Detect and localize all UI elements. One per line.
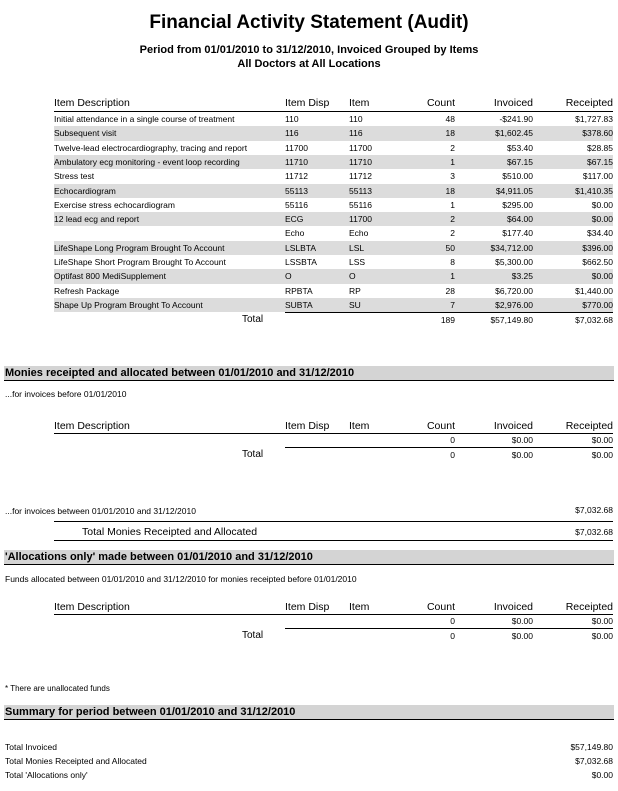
row-count: 3	[450, 171, 455, 182]
row-receipted: $28.85	[587, 142, 613, 153]
col-header-count: Count	[426, 97, 455, 109]
s2-col-header-invoiced: Invoiced	[493, 420, 533, 432]
row-invoiced: $5,300.00	[495, 257, 533, 267]
row-item-disp: SUBTA	[285, 299, 313, 310]
col-header-item: Item	[349, 97, 370, 109]
row-count: 1	[450, 156, 455, 167]
col-header-item-disp: Item Disp	[285, 97, 330, 109]
summary-line-label: Total Invoiced	[5, 742, 57, 752]
section-rule-monies	[4, 380, 614, 381]
row-receipted: $67.15	[587, 156, 613, 167]
s3-col-header-count: Count	[426, 601, 455, 613]
s3-total-invoiced: $0.00	[511, 631, 533, 641]
s3-col-header-item: Item	[349, 601, 370, 613]
col-header-item-description: Item Description	[54, 97, 130, 109]
s3-total-receipted: $0.00	[591, 631, 613, 641]
section-title-allocations: 'Allocations only' made between 01/01/2010 and 31/12/2010	[5, 551, 313, 563]
row-invoiced: $2,976.00	[495, 299, 533, 310]
row-invoiced: $53.40	[507, 142, 533, 153]
row-count: 7	[450, 299, 455, 310]
row-description: Subsequent visit	[54, 128, 117, 139]
s2-col-header-receipted: Receipted	[565, 420, 613, 432]
row-receipted: $0.00	[591, 199, 613, 210]
row-item: 116	[349, 128, 363, 139]
s3-row-count: 0	[450, 616, 455, 626]
row-invoiced: $295.00	[502, 199, 533, 210]
row-item: 55116	[349, 199, 373, 210]
s2-row-count: 0	[450, 435, 455, 445]
row-receipted: $1,440.00	[575, 285, 613, 296]
row-item: LSL	[349, 242, 365, 253]
s2-total-receipted: $0.00	[591, 450, 613, 460]
row-item-disp: 11700	[285, 142, 309, 153]
row-description: LifeShape Short Program Brought To Account	[54, 257, 226, 267]
row-item-disp: Echo	[285, 228, 305, 239]
grand-bottom-rule	[54, 540, 613, 541]
row-item: Echo	[349, 228, 369, 239]
s3-col-header-item-description: Item Description	[54, 601, 130, 613]
row-item-disp: 116	[285, 128, 299, 139]
row-count: 50	[445, 242, 455, 253]
row-receipted: $117.00	[582, 171, 613, 182]
row-invoiced: $67.15	[507, 156, 533, 167]
row-item-disp: 11710	[285, 156, 309, 167]
row-invoiced: $510.00	[502, 171, 533, 182]
row-invoiced: $6,720.00	[495, 285, 533, 296]
row-invoiced: $64.00	[507, 214, 533, 225]
row-receipted: $0.00	[591, 214, 613, 225]
row-invoiced: $177.40	[502, 228, 533, 239]
row-description: Echocardiogram	[54, 185, 116, 196]
row-receipted: $34.40	[587, 228, 613, 239]
row-item: SU	[349, 299, 361, 310]
row-item: 11710	[349, 156, 373, 167]
row-receipted: $770.00	[582, 299, 613, 310]
note-funds-allocated: Funds allocated between 01/01/2010 and 31/12/2010 for monies receipted before 01/01/2010	[5, 574, 357, 584]
row-description: Stress test	[54, 171, 95, 182]
grand-total-value: $7,032.68	[575, 527, 613, 537]
row-receipted: $396.00	[582, 242, 613, 253]
row-item: 11700	[349, 214, 373, 225]
section-rule-allocations	[4, 564, 614, 565]
row-description: 12 lead ecg and report	[54, 214, 140, 225]
row-count: 48	[445, 114, 455, 124]
row-invoiced: $4,911.05	[495, 185, 533, 196]
s2-row-invoiced: $0.00	[511, 435, 533, 445]
col-header-receipted: Receipted	[565, 97, 613, 109]
row-item: 11700	[349, 142, 373, 153]
row-description: Shape Up Program Brought To Account	[54, 299, 203, 310]
row-item: 11712	[349, 171, 373, 182]
row-count: 18	[445, 185, 455, 196]
s2-total-invoiced: $0.00	[511, 450, 533, 460]
row-item: O	[349, 271, 356, 282]
main-total-count: 189	[440, 315, 455, 325]
grand-total-label: Total Monies Receipted and Allocated	[82, 526, 258, 538]
row-item-disp: 55113	[285, 185, 309, 196]
summary-line-label: Total Monies Receipted and Allocated	[5, 756, 147, 766]
s2-total-count: 0	[450, 450, 455, 460]
row-count: 1	[450, 199, 455, 210]
row-item-disp: 55116	[285, 199, 309, 210]
report-subtitle-period: Period from 01/01/2010 to 31/12/2010, Invoiced Grouped by Items	[139, 44, 479, 56]
summary-line-label: Total 'Allocations only'	[5, 770, 88, 780]
row-description: LifeShape Long Program Brought To Account	[54, 242, 225, 253]
row-receipted: $0.00	[591, 271, 613, 282]
s3-col-header-receipted: Receipted	[565, 601, 613, 613]
row-count: 18	[445, 128, 455, 139]
row-item: 110	[349, 114, 363, 124]
row-item: LSS	[349, 257, 366, 267]
row-description: Exercise stress echocardiogram	[54, 199, 175, 210]
s2-col-header-item: Item	[349, 420, 370, 432]
row-count: 1	[450, 271, 455, 282]
s3-col-header-invoiced: Invoiced	[493, 601, 533, 613]
row-receipted: $1,727.83	[575, 114, 613, 124]
section-title-monies: Monies receipted and allocated between 01/01/2010 and 31/12/2010	[5, 367, 355, 379]
s2-col-header-item-description: Item Description	[54, 420, 130, 432]
row-description: Initial attendance in a single course of treatment	[54, 114, 235, 124]
row-item-disp: RPBTA	[285, 285, 313, 296]
summary-line-value: $7,032.68	[575, 756, 613, 766]
row-receipted: $1,410.35	[575, 185, 613, 196]
row-description: Ambulatory ecg monitoring - event loop recording	[54, 156, 240, 167]
summary-line-value: $57,149.80	[570, 742, 613, 752]
row-count: 2	[450, 228, 455, 239]
s2-col-header-item-disp: Item Disp	[285, 420, 330, 432]
s3-total-label: Total	[242, 630, 264, 641]
col-header-invoiced: Invoiced	[493, 97, 533, 109]
row-invoiced: $1,602.45	[495, 128, 533, 139]
row-item-disp: 110	[285, 114, 299, 124]
section-title-summary: Summary for period between 01/01/2010 and 31/12/2010	[5, 706, 296, 718]
row-item-disp: LSSBTA	[285, 257, 317, 267]
row-count: 8	[450, 257, 455, 267]
main-total-label: Total	[242, 314, 264, 325]
row-count: 2	[450, 214, 455, 225]
row-count: 28	[445, 285, 455, 296]
row-item: RP	[349, 285, 361, 296]
main-total-invoiced: $57,149.80	[490, 315, 533, 325]
s2-row-receipted: $0.00	[591, 435, 613, 445]
row-invoiced: $34,712.00	[490, 242, 533, 253]
row-item-disp: LSLBTA	[285, 242, 317, 253]
summary-line-value: $0.00	[591, 770, 613, 780]
main-total-receipted: $7,032.68	[575, 315, 613, 325]
row-item-disp: ECG	[285, 214, 304, 225]
s3-row-receipted: $0.00	[591, 616, 613, 626]
row-description: Twelve-lead electrocardiography, tracing and report	[54, 142, 248, 153]
row-invoiced: -$241.90	[499, 114, 533, 124]
row-description: Refresh Package	[54, 285, 120, 296]
note-invoices-before: ...for invoices before 01/01/2010	[5, 389, 127, 399]
row-receipted: $662.50	[582, 257, 613, 267]
report-subtitle-scope: All Doctors at All Locations	[237, 58, 381, 70]
row-item-disp: 11712	[285, 171, 309, 182]
between-value: $7,032.68	[575, 505, 613, 515]
s2-col-header-count: Count	[426, 420, 455, 432]
s3-row-invoiced: $0.00	[511, 616, 533, 626]
report-title: Financial Activity Statement (Audit)	[149, 12, 469, 33]
row-item-disp: O	[285, 271, 292, 282]
s3-total-count: 0	[450, 631, 455, 641]
footnote-unallocated: * There are unallocated funds	[5, 684, 110, 693]
s3-col-header-item-disp: Item Disp	[285, 601, 330, 613]
note-invoices-between: ...for invoices between 01/01/2010 and 31/12/2010	[5, 506, 196, 516]
s2-total-label: Total	[242, 449, 264, 460]
row-description: Optifast 800 MediSupplement	[54, 271, 166, 282]
row-invoiced: $3.25	[511, 271, 533, 282]
section-rule-summary	[4, 719, 614, 720]
row-receipted: $378.60	[582, 128, 613, 139]
grand-rule	[54, 521, 613, 522]
row-count: 2	[450, 142, 455, 153]
row-item: 55113	[349, 185, 373, 196]
